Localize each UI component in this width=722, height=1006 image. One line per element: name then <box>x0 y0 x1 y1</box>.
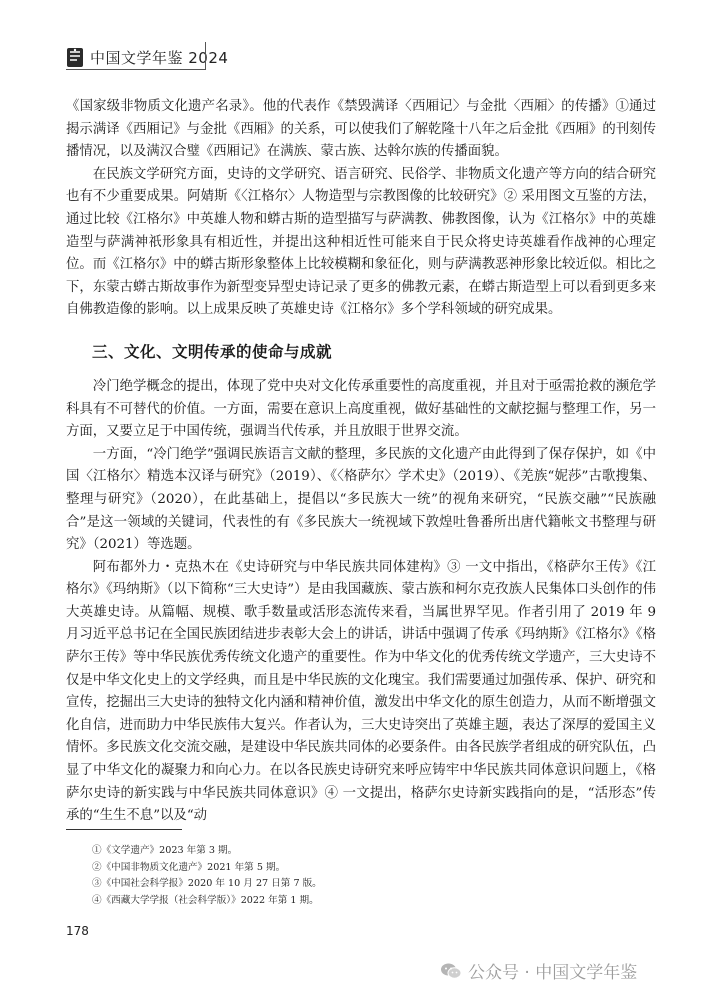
header-vertical-divider <box>205 42 206 70</box>
paragraph: 《国家级非物质文化遗产名录》。他的代表作《禁毁满译〈西厢记〉与金批〈西厢〉的传播》①通过揭示满译《西厢记》与金批《西厢》的关系，可以使我们了解乾隆十八年之后金批《西厢》的刊刻传播情况，以及满汉合璧《西厢记》在满族、蒙古族、达斡尔族的传播面貌。 <box>66 99 656 160</box>
watermark-text: 公众号 · 中国文学年鉴 <box>468 963 638 983</box>
page-number: 178 <box>66 924 89 938</box>
paragraph: 阿布都外力・克热木在《史诗研究与中华民族共同体建构》③ 一文中指出，《格萨尔王传》《江格尔》《玛纳斯》（以下简称“三大史诗”）是由我国藏族、蒙古族和柯尔克孜族人民集体口头创作的伟大英雄史诗。从篇幅、规模、歌手数量或活形态流传来看，当属世界罕见。作者引用了 2019 年 9 月习近平总书记在全国民族团结进步表彰大会上的讲话，讲话中强调了传承《玛纳斯》《江格尔》《格萨尔王传》等中华民族优秀传统文化遗产的重要性。作为中华文化的优秀传统文学遗产，三大史诗不仅是中华文化史上的文学经典，而且是中华民族的文化瑰宝。我们需要通过加强传承、保护、研究和宣传，挖掘出三大史诗的独特文化内涵和精神价值，激发出中华文化的原生创造力，从而不断增强文化自信，进而助力中华民族伟大复兴。作者认为，三大史诗突出了英雄主题，表达了深厚的爱国主义情怀。多民族文化交流交融，是建设中华民族共同体的必要条件。由各民族学者组成的研究队伍，凸显了中华文化的凝聚力和向心力。在以各民族史诗研究来呼应铸牢中华民族共同体意识问题上，《格萨尔史诗的新实践与中华民族共同体意识》④ 一文提出，格萨尔史诗新实践指向的是，“活形态”传承的“生生不息”以及“动 <box>66 559 656 824</box>
paragraph: 一方面，“冷门绝学”强调民族语言文献的整理，多民族的文化遗产由此得到了保存保护，如《中国〈江格尔〉精选本汉译与研究》（2019）、《〈格萨尔〉学术史》（2019）、《羌族“妮莎”古歌搜集、整理与研究》（2020），在此基础上，提倡以“多民族大一统”的视角来研究，“民族交融”“民族融合”是这一领域的关键词，代表性的有《多民族大一统视域下敦煌吐鲁番所出唐代籍帐文书整理与研究》（2021）等选题。 <box>66 446 656 553</box>
footnote: ②《中国非物质文化遗产》2021 年第 5 期。 <box>92 861 286 873</box>
footnote: ④《西藏大学学报（社会科学版）》2022 年第 1 期。 <box>92 894 319 906</box>
footnote: ③《中国社会科学报》2020 年 10 月 27 日第 7 版。 <box>92 878 322 890</box>
wechat-icon <box>440 962 462 980</box>
paragraph: 在民族文学研究方面，史诗的文学研究、语言研究、民俗学、非物质文化遗产等方向的结合研究也有不少重要成果。阿婧斯《〈江格尔〉人物造型与宗教图像的比较研究》② 采用图文互鉴的方法，通过比较《江格尔》中英雄人物和蟒古斯的造型描写与萨满教、佛教图像，认为《江格尔》中的英雄造型与萨满神祇形象具有相近性，并提出这种相近性可能来自于民众将史诗英雄看作战神的心理定位。而《江格尔》中的蟒古斯形象整体上比较模糊和象征化，则与萨满教恶神形象比较近似。相比之下，东蒙古蟒古斯故事作为新型变异型史诗记录了更多的佛教元素，在蟒古斯造型上可以看到更多来自佛教造像的影响。以上成果反映了英雄史诗《江格尔》多个学科领域的研究成果。 <box>66 166 656 318</box>
running-header-title: 中国文学年鉴 2024 <box>90 48 229 67</box>
footnotes <box>92 843 322 909</box>
footnote-divider <box>66 829 182 830</box>
paragraph: 冷门绝学概念的提出，体现了党中央对文化传承重要性的高度重视，并且对于亟需抢救的濒危学科具有不可替代的价值。一方面，需要在意识上高度重视，做好基础性的文献挖掘与整理工作，另一方面，又要立足于中国传统，强调当代传承，并且放眼于世界交流。 <box>66 378 656 440</box>
header-divider <box>66 69 206 70</box>
page-body <box>66 96 656 828</box>
footnote: ①《文学遗产》2023 年第 3 期。 <box>92 845 238 856</box>
book-logo-icon <box>66 46 84 68</box>
watermark <box>440 958 637 983</box>
section-heading: 三、文化、文明传承的使命与成就 <box>92 342 333 361</box>
